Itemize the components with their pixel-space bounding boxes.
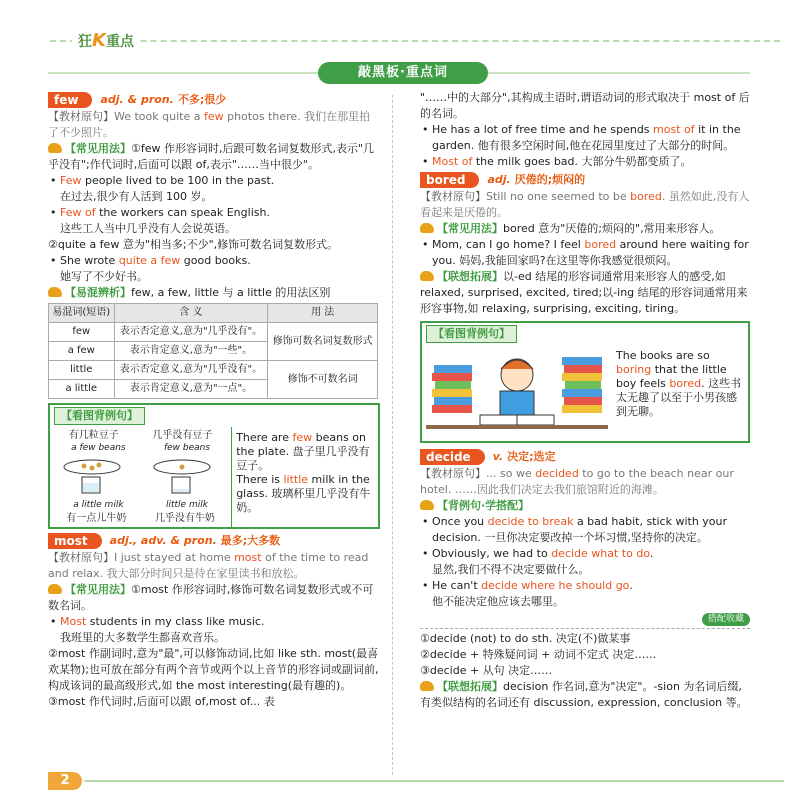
picture-sentences <box>232 427 378 527</box>
table-cell: 表示否定意义,意为"几乎没有"。 <box>114 323 268 342</box>
text: Mom, can I go home? I feel <box>432 238 585 251</box>
text: of the time to read and relax. <box>48 551 369 580</box>
table-cell: 表示肯定意义,意为"一点"。 <box>114 380 268 399</box>
illus-caption: few beans <box>163 443 211 453</box>
picture-sentence <box>610 345 748 441</box>
left-column <box>48 90 380 710</box>
textbook-sentence <box>48 550 380 582</box>
highlight: most <box>234 551 262 564</box>
banner-line-left <box>48 72 318 74</box>
table-header: 易混词(短语) <box>49 304 115 323</box>
footer-line <box>84 780 784 782</box>
collocation-item: ①decide (not) to do sth. 决定(不)做某事 <box>420 632 631 645</box>
text: . <box>649 547 654 560</box>
table-cell: a little <box>49 380 115 399</box>
section-label: 【联想拓展】 <box>437 270 503 283</box>
illus-caption: 几乎没有豆子 <box>152 430 213 441</box>
picture-label: 【看图背例句】 <box>54 407 145 425</box>
part-of-speech: v. <box>492 450 504 463</box>
highlight: bored <box>669 377 702 390</box>
table-header-row <box>49 304 378 323</box>
section-label: 【联想拓展】 <box>437 680 503 693</box>
textbook-sentence <box>48 109 380 141</box>
headword-bored <box>420 172 750 188</box>
translation: 我班里的大多数学生都喜欢音乐。 <box>60 631 225 644</box>
table-header: 用 法 <box>268 304 378 323</box>
example <box>420 237 750 269</box>
comparison-table <box>48 303 378 399</box>
banner-line-right <box>488 72 750 74</box>
usage-block <box>48 582 380 614</box>
table-header: 含 义 <box>114 304 268 323</box>
confusion-block <box>48 285 380 301</box>
text: around here waiting for you. 妈妈,我能回家吗?在这里等你我感觉很烦闷。 <box>432 238 749 267</box>
label: 【教材原句】 <box>48 551 114 564</box>
highlight: bored <box>630 190 662 203</box>
logo-text-1: 狂 <box>78 34 92 50</box>
text: Obviously, we had to <box>432 547 552 560</box>
header-dotted-line <box>50 40 780 42</box>
text: . 这些书太无趣了以至于小男孩感到无聊。 <box>616 377 742 418</box>
right-column <box>420 90 750 711</box>
picture-sentence <box>236 431 374 473</box>
collocation-block <box>420 498 750 514</box>
text: The books are so <box>616 349 710 362</box>
logo-k: K <box>92 30 106 51</box>
text: to go to the beach near our hotel. <box>420 467 734 496</box>
highlight: decide where he should go <box>481 579 630 592</box>
text: Once you <box>432 515 488 528</box>
part-of-speech: adj., adv. & pron. <box>109 534 217 547</box>
part-of-speech: adj. <box>487 173 511 186</box>
highlight: decide what to do <box>551 547 650 560</box>
illus-caption: 几乎没有牛奶 <box>154 513 215 524</box>
example <box>48 253 380 269</box>
table-cell: 表示否定意义,意为"几乎没有"。 <box>114 361 268 380</box>
textbook-sentence <box>420 189 750 221</box>
translation: 虽然如此,没有人看起来是厌倦的。 <box>420 190 750 219</box>
text: it in the garden. 他有很多空闲时间,他在花园里度过了大部分的时间。 <box>432 123 741 152</box>
table-cell: a few <box>49 342 115 361</box>
label: 【教材原句】 <box>420 190 486 203</box>
example <box>420 514 750 546</box>
headword-most <box>48 533 380 549</box>
text: few, a few, little 与 a little 的用法区别 <box>131 286 331 299</box>
example <box>48 614 380 630</box>
table-cell: little <box>49 361 115 380</box>
section-label: 【常见用法】 <box>437 222 503 235</box>
text: that the little boy feels <box>616 363 727 390</box>
extension-block <box>420 679 750 711</box>
translation: 我们在那里拍了不少照片。 <box>48 110 371 139</box>
text: people lived to be 100 in the past. <box>81 174 275 187</box>
dinosaur-icon <box>420 681 434 691</box>
table-cell: 修饰可数名词复数形式 <box>268 323 378 361</box>
collocation-item: ③decide + 从句 决定…… <box>420 664 553 677</box>
dinosaur-icon <box>48 143 62 153</box>
table-cell: 表示肯定意义,意为"一些"。 <box>114 342 268 361</box>
highlight: Most <box>60 615 87 628</box>
example <box>420 546 750 562</box>
page-number: 2 <box>48 772 82 790</box>
text: a bad habit, stick with your decision. 一旦你决定要改掉一个坏习惯,坚持你的决定。 <box>432 515 728 544</box>
usage-text: ①most 作形容词时,修饰可数名词复数形式或不可数名词。 <box>48 583 374 612</box>
illus-row <box>52 429 229 442</box>
headword-meaning: 厌倦的;烦闷的 <box>514 173 586 186</box>
translation: 我大部分时间只是待在家里读书和放松。 <box>106 567 305 580</box>
text: She wrote <box>60 254 119 267</box>
text: photos there. <box>223 110 301 123</box>
headword-few <box>48 92 380 108</box>
section-label: 【背例句·学搭配】 <box>437 499 530 512</box>
illustration <box>50 427 232 527</box>
text: . <box>629 579 633 592</box>
example <box>48 173 380 189</box>
collect-badge: 搭配收藏 <box>702 613 750 626</box>
text: ... so we <box>486 467 536 480</box>
series-logo <box>72 30 140 51</box>
headword-meaning: 不多;很少 <box>177 93 227 106</box>
highlight: most of <box>653 123 695 136</box>
dinosaur-icon <box>420 271 434 281</box>
text: the milk goes bad. 大部分牛奶都变质了。 <box>472 155 692 168</box>
headword-tag: most <box>48 533 102 549</box>
column-divider <box>392 95 393 775</box>
dinosaur-icon <box>420 500 434 510</box>
extension-text: 以-ed 结尾的形容词通常用来形容人的感受,如 relaxed, surprised, excited, tired;以-ing 结尾的形容词通常用来形容事物,如 relaxing, surprising, exciting, tiring。 <box>420 270 748 315</box>
translation: 在过去,很少有人活到 100 岁。 <box>60 190 213 203</box>
translation: 这些工人当中几乎没有人会说英语。 <box>60 222 236 235</box>
highlight: little <box>283 473 309 486</box>
highlight: Few of <box>60 206 96 219</box>
section-label: 【易混辨析】 <box>65 286 131 299</box>
table-row <box>49 323 378 342</box>
extension-text: decision 作名词,意为"决定"。-sion 为名词后缀,有类似结构的名词还有 discussion, expression, conclusion 等。 <box>420 680 748 709</box>
headword-tag: bored <box>420 172 479 188</box>
highlight: boring <box>616 363 652 376</box>
illus-row <box>52 512 229 525</box>
table-cell: 修饰不可数名词 <box>268 361 378 399</box>
usage-block <box>48 141 380 173</box>
highlight: decided <box>535 467 579 480</box>
picture-example-box-bored <box>420 321 750 443</box>
text: He can't <box>432 579 482 592</box>
illus-row <box>52 442 229 455</box>
example <box>420 154 750 170</box>
highlight: Few <box>60 174 82 187</box>
text: I just stayed at home <box>114 551 235 564</box>
label: 【教材原句】 <box>420 467 486 480</box>
usage-text: ②quite a few 意为"相当多;不少",修饰可数名词复数形式。 <box>48 238 339 251</box>
example <box>48 205 380 221</box>
picture-content <box>422 345 748 441</box>
headword-tag: few <box>48 92 92 108</box>
headword-decide <box>420 449 750 465</box>
illus-caption: 有一点儿牛奶 <box>66 513 127 524</box>
picture-label: 【看图背例句】 <box>426 325 517 343</box>
highlight: bored <box>584 238 617 251</box>
section-label: 【常见用法】 <box>65 142 131 155</box>
picture-example-box <box>48 403 380 529</box>
plates-and-glasses-drawing <box>52 455 226 495</box>
text: . <box>661 190 666 203</box>
divider <box>420 628 750 629</box>
headword-meaning: 最多;大多数 <box>220 534 281 547</box>
illus-caption: a little milk <box>73 500 124 510</box>
text: the workers can speak English. <box>95 206 270 219</box>
example <box>420 578 750 594</box>
example <box>420 122 750 154</box>
highlight: Most of <box>432 155 473 168</box>
collect-row <box>420 610 750 626</box>
label: 【教材原句】 <box>48 110 114 123</box>
collocation-item: ②decide + 特殊疑问词 + 动词不定式 决定…… <box>420 648 657 661</box>
dinosaur-icon <box>420 223 434 233</box>
usage-text: ②most 作副词时,意为"最",可以修饰动词,比如 like sth. most(最喜欢某物);也可放在部分有两个音节或两个以上音节的形容词或副词前,构成该词的最高级形式,如 the most interesting(最有趣的)。 <box>48 647 379 692</box>
logo-text-2: 重点 <box>105 34 134 50</box>
text: Still no one seemed to be <box>486 190 631 203</box>
highlight: few <box>292 431 313 444</box>
section-banner: 敲黑板·重点词 <box>318 62 488 84</box>
usage-text: ③most 作代词时,后面可以跟 of,most of... 表 <box>48 695 275 708</box>
picture-content <box>50 427 378 527</box>
extension-block <box>420 269 750 317</box>
usage-text: ①few 作形容词时,后跟可数名词复数形式,表示"几乎没有";作代词时,后面可以跟 of,表示"……当中很少"。 <box>48 142 375 171</box>
bored-boy-drawing <box>422 345 610 441</box>
translation: 她写了不少好书。 <box>60 270 148 283</box>
part-of-speech: adj. & pron. <box>100 93 174 106</box>
table-row <box>49 361 378 380</box>
text: beans on the plate. 盘子里几乎没有豆子。 <box>236 431 370 472</box>
text: good books. <box>180 254 251 267</box>
text: There is <box>236 473 284 486</box>
text: There are <box>236 431 293 444</box>
usage-block <box>420 221 750 237</box>
page-header <box>0 0 800 50</box>
illus-caption: little milk <box>166 500 208 510</box>
text: students in my class like music. <box>86 615 265 628</box>
picture-sentence <box>236 473 374 515</box>
usage-text: bored 意为"厌倦的;烦闷的",常用来形容人。 <box>503 222 721 235</box>
headword-meaning: 决定;选定 <box>507 450 556 463</box>
usage-text: "……中的大部分",其构成主语时,谓语动词的形式取决于 most of 后的名词。 <box>420 91 750 120</box>
highlight: quite a few <box>118 254 181 267</box>
dinosaur-icon <box>48 584 62 594</box>
illus-row <box>52 499 229 512</box>
translation: 显然,我们不得不决定要做什么。 <box>432 563 590 576</box>
text: He has a lot of free time and he spends <box>432 123 654 136</box>
translation: ……因此我们决定去我们旅馆附近的海滩。 <box>454 483 664 496</box>
table-cell: few <box>49 323 115 342</box>
highlight: decide to break <box>487 515 574 528</box>
dinosaur-icon <box>48 287 62 297</box>
illus-caption: a few beans <box>71 443 126 453</box>
translation: 他不能决定他应该去哪里。 <box>432 595 564 608</box>
headword-tag: decide <box>420 449 485 465</box>
text: We took quite a <box>114 110 204 123</box>
text: milk in the glass. 玻璃杯里几乎没有牛奶。 <box>236 473 371 514</box>
textbook-sentence <box>420 466 750 498</box>
section-label: 【常见用法】 <box>65 583 131 596</box>
highlight: few <box>203 110 224 123</box>
illus-caption: 有几粒豆子 <box>68 430 119 441</box>
